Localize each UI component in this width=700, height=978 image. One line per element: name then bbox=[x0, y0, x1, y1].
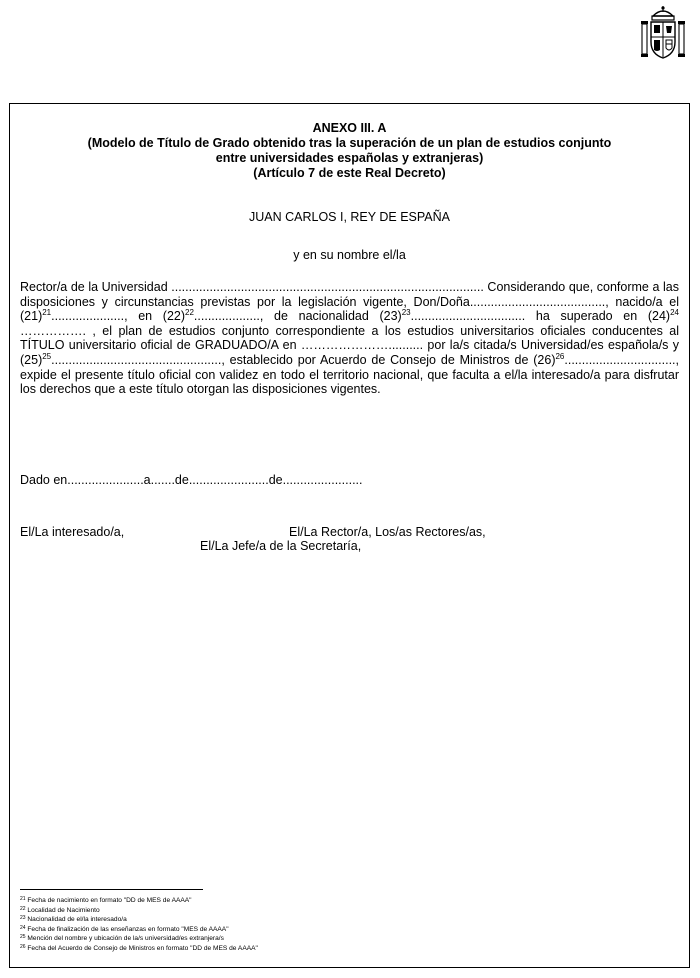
footnote-divider bbox=[20, 889, 203, 890]
king-heading: JUAN CARLOS I, REY DE ESPAÑA bbox=[249, 210, 450, 224]
footnote-ref-23: 23 bbox=[401, 308, 411, 318]
annex-subtitle-line-1: (Modelo de Título de Grado obtenido tras la superación de un plan de estudios conjunto bbox=[87, 136, 612, 150]
footnote-ref-25: 25 bbox=[42, 351, 52, 361]
dado-en-line: Dado en......................a.......de.......................de....................... bbox=[20, 473, 363, 487]
footnote-item bbox=[20, 944, 258, 954]
footnote-item bbox=[20, 906, 258, 916]
footnote-text: Nacionalidad de el/la interesado/a bbox=[27, 916, 127, 923]
footnote-ref-21: 21 bbox=[42, 308, 52, 318]
footnotes bbox=[20, 896, 258, 953]
in-name-line: y en su nombre el/la bbox=[293, 248, 406, 262]
body-paragraph bbox=[20, 280, 679, 397]
footnote-number: 24 bbox=[20, 924, 26, 931]
footnote-ref-24: 24 bbox=[670, 308, 679, 318]
signature-jefe-secretaria: El/La Jefe/a de la Secretaría, bbox=[200, 539, 362, 553]
footnote-ref-22: 22 bbox=[185, 308, 194, 318]
footnote-text: Fecha de finalización de las enseñanzas en formato "MES de AAAA" bbox=[27, 925, 229, 933]
footnote-ref-26: 26 bbox=[555, 351, 565, 361]
body-segment-7: ................................, expide el presente título oficial con validez en todo el territorio nacional, que faculta a el/la interesado/a para disfrutar los derechos que a este título otorgan las disposiciones vigentes. bbox=[20, 352, 679, 397]
footnote-item bbox=[20, 934, 258, 944]
signature-rector: El/La Rector/a, Los/as Rectores/as, bbox=[289, 525, 486, 539]
annex-frame bbox=[9, 103, 690, 968]
spain-coat-of-arms-icon bbox=[640, 4, 686, 62]
body-segment-2: ....................., en (22) bbox=[51, 309, 186, 324]
footnote-text: Fecha del Acuerdo de Consejo de Ministros en formato "DD de MES de AAAA" bbox=[27, 944, 258, 952]
footnote-item bbox=[20, 896, 258, 906]
footnote-number: 26 bbox=[20, 943, 26, 950]
annex-subtitle-line-3: (Artículo 7 de este Real Decreto) bbox=[253, 166, 446, 180]
footnote-item bbox=[20, 925, 258, 935]
footnote-text: Fecha de nacimiento en formato "DD de MES de AAAA" bbox=[27, 897, 192, 904]
body-segment-1: Rector/a de la Universidad .......................................................................................... Considerando que, conforme a las disposiciones y circunstancias previstas por la legislación vigente, Don/Doña......................................., nacido/a el (21) bbox=[20, 280, 679, 324]
footnote-text: Mención del nombre y ubicación de la/s universidad/es extranjera/s bbox=[27, 935, 224, 942]
footnote-item bbox=[20, 915, 258, 925]
body-segment-4: ................................. ha superado en (24) bbox=[410, 309, 671, 324]
body-segment-3: ..................., de nacionalidad (23) bbox=[193, 309, 402, 324]
footnote-number: 22 bbox=[20, 905, 26, 912]
body-segment-5: ……………. , el plan de estudios conjunto correspondiente a los estudios universitarios oficiales conducentes al TÍTULO universitario oficial de GRADUADO/A en ………………….......... por la/s citada/s Universidad/es española/s y (25) bbox=[20, 323, 679, 367]
footnote-number: 21 bbox=[20, 896, 26, 902]
footnote-number: 25 bbox=[20, 934, 26, 940]
signature-interesado: El/La interesado/a, bbox=[20, 525, 125, 539]
body-segment-6: ................................................., establecido por Acuerdo de Consejo de Ministros de (26) bbox=[51, 352, 556, 367]
annex-subtitle-line-2: entre universidades españolas y extranjeras) bbox=[215, 151, 484, 165]
annex-title-block bbox=[10, 121, 689, 181]
annex-title: ANEXO III. A bbox=[312, 121, 387, 135]
footnote-text: Localidad de Nacimiento bbox=[27, 906, 100, 914]
footnote-number: 23 bbox=[20, 915, 26, 921]
